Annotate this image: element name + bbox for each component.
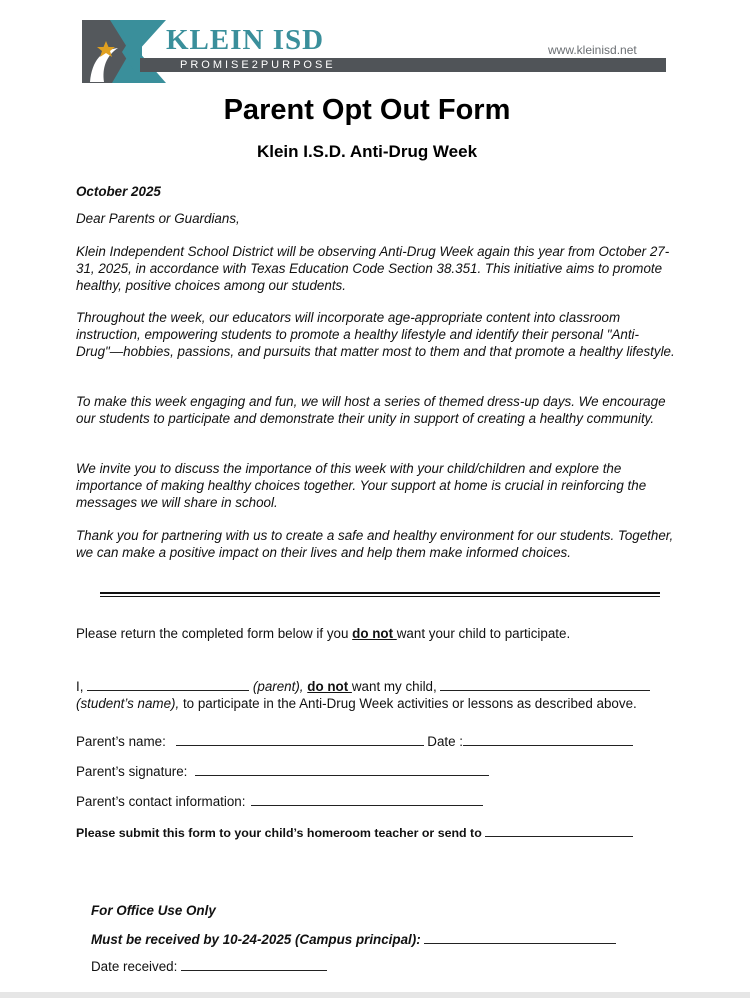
letter-paragraph-1: Klein Independent School District will be observing Anti-Drug Week again this year from October 27-31, 2025, in accordance with Texas Education Code Section 38.351. This initiative aims to promote healthy, positive choices among our students.: [76, 244, 670, 293]
do-not-text: do not: [307, 679, 352, 694]
received-by-row: [91, 931, 616, 947]
parent-name-field[interactable]: [176, 733, 424, 746]
student-name-blank[interactable]: [440, 678, 650, 691]
parent-name-row: [76, 733, 633, 750]
contact-label: Parent’s contact information:: [76, 794, 246, 809]
contact-field[interactable]: [251, 793, 483, 806]
date-received-row: [91, 958, 327, 975]
district-logo: [82, 20, 172, 84]
date-received-label: Date received:: [91, 959, 178, 974]
opt-out-statement-line-1: [76, 678, 650, 695]
signature-label: Parent’s signature:: [76, 764, 188, 779]
parent-tag: (parent),: [252, 679, 304, 694]
page-bottom-edge: [0, 992, 750, 998]
contact-row: [76, 793, 483, 810]
parent-name-label: Parent’s name:: [76, 734, 166, 749]
klein-k-logo-icon: [82, 20, 172, 84]
parent-name-blank[interactable]: [87, 678, 249, 691]
return-text-post: want your child to participate.: [396, 626, 571, 641]
brand-tagline: PROMISE2PURPOSE: [180, 59, 336, 71]
letter-paragraph-3: To make this week engaging and fun, we will host a series of themed dress-up days. We encourage our students to participate and demonstrate their unity in support of creating a healthy community.: [76, 394, 666, 426]
office-use-heading: For Office Use Only: [91, 903, 216, 918]
principal-field[interactable]: [424, 931, 616, 944]
section-divider: [100, 592, 660, 597]
submit-text: Please submit this form to your child’s homeroom teacher or send to: [76, 826, 482, 840]
i-label: I,: [76, 679, 84, 694]
date-received-field[interactable]: [181, 958, 327, 971]
date-label: Date :: [427, 734, 464, 749]
page-title: Parent Opt Out Form: [223, 94, 511, 126]
page-subtitle: Klein I.S.D. Anti-Drug Week: [256, 142, 478, 161]
signature-row: [76, 763, 489, 780]
return-text-pre: Please return the completed form below if you: [76, 626, 353, 641]
letter-date: October 2025: [76, 184, 161, 199]
opt-out-statement-line-2: [76, 695, 637, 712]
letter-paragraph-5: Thank you for partnering with us to create a safe and healthy environment for our students. Together, we can make a positive impact on their lives and help them make informed choices.: [76, 528, 674, 560]
return-text-bold: do not: [352, 626, 397, 641]
participate-text: to participate in the Anti-Drug Week activities or lessons as described above.: [182, 696, 637, 711]
letter-paragraph-4: We invite you to discuss the importance of this week with your child/children and explore the importance of making healthy choices together. Your support at home is crucial in reinforcing the messages we will share in school.: [76, 461, 647, 510]
want-child-text: want my child,: [351, 679, 437, 694]
signature-field[interactable]: [195, 763, 489, 776]
district-url: www.kleinisd.net: [548, 43, 637, 57]
received-by-label: Must be received by 10-24-2025 (Campus principal):: [91, 932, 421, 947]
submit-to-field[interactable]: [485, 824, 633, 837]
letter-paragraph-2: Throughout the week, our educators will incorporate age-appropriate content into classroom instruction, empowering students to promote a healthy lifestyle and identify their personal "Anti-Drug"—hobbies, passions, and pursuits that matter most to them and that promote a healthy lifestyle.: [76, 310, 675, 359]
brand-name: KLEIN ISD: [166, 24, 325, 56]
letter-greeting: Dear Parents or Guardians,: [76, 211, 240, 226]
return-instructions: [76, 625, 570, 642]
submit-row: [76, 824, 633, 842]
student-tag: (student’s name),: [76, 696, 180, 711]
date-field[interactable]: [463, 733, 633, 746]
